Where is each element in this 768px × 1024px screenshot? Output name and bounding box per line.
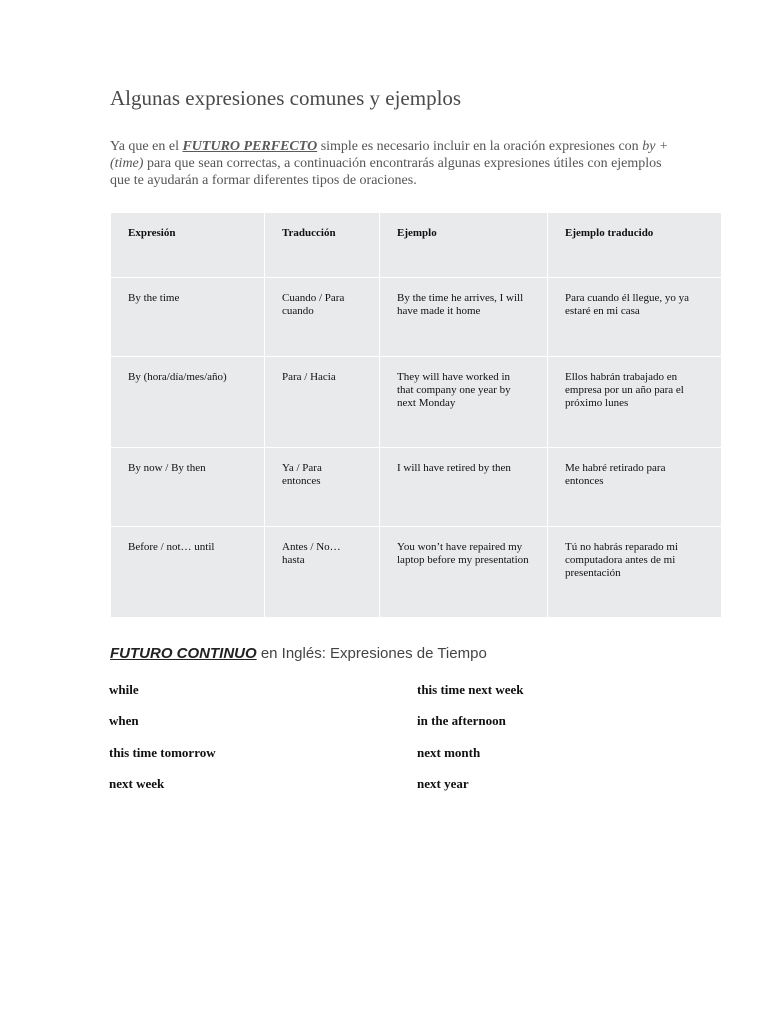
intro-text-2: simple es necesario incluir en la oración expresiones con (317, 139, 643, 154)
intro-paragraph (110, 138, 670, 189)
cell-traduccion: Antes / No… hasta (265, 527, 380, 618)
table-row (111, 448, 722, 527)
expression-item: this time tomorrow (109, 745, 216, 760)
cell-traduccion: Cuando / Para cuando (265, 278, 380, 357)
expression-item: next week (109, 776, 165, 791)
cell-expresion: By now / By then (111, 448, 265, 527)
intro-text-1: Ya que en el (110, 139, 183, 154)
futuro-perfecto-link[interactable]: FUTURO PERFECTO (182, 139, 318, 154)
cell-ejemplo: You won’t have repaired my laptop before my presentation (380, 527, 548, 618)
expressions-table (110, 212, 722, 618)
expression-item: while (109, 682, 139, 697)
cell-ejemplo: They will have worked in that company one year by next Monday (380, 357, 548, 448)
table-row (111, 278, 722, 357)
expression-item: next month (417, 745, 481, 760)
intro-text-3: para que sean correctas, a continuación encontrarás algunas expresiones útiles con ejemplos que te ayudarán a formar diferentes tipos de oraciones. (110, 156, 662, 188)
header-ejemplo-traducido: Ejemplo traducido (548, 213, 722, 278)
header-traduccion: Traducción (265, 213, 380, 278)
section-title-futuro-continuo (110, 645, 487, 662)
cell-traduccion: Para / Hacia (265, 357, 380, 448)
cell-ejemplo-traducido: Para cuando él llegue, yo ya estaré en mi casa (548, 278, 722, 357)
cell-expresion: By (hora/día/mes/año) (111, 357, 265, 448)
header-expresion: Expresión (111, 213, 265, 278)
cell-ejemplo-traducido: Me habré retirado para entonces (548, 448, 722, 527)
cell-expresion: Before / not… until (111, 527, 265, 618)
futuro-continuo-link[interactable]: FUTURO CONTINUO (110, 645, 257, 662)
section-title-rest: en Inglés: Expresiones de Tiempo (256, 645, 487, 662)
cell-traduccion: Ya / Para entonces (265, 448, 380, 527)
cell-ejemplo-traducido: Ellos habrán trabajado en empresa por un año para el próximo lunes (548, 357, 722, 448)
cell-ejemplo: I will have retired by then (380, 448, 548, 527)
table-row (111, 357, 722, 448)
page-title: Algunas expresiones comunes y ejemplos (110, 86, 462, 110)
header-ejemplo: Ejemplo (380, 213, 548, 278)
cell-ejemplo: By the time he arrives, I will have made it home (380, 278, 548, 357)
table-header-row (111, 213, 722, 278)
cell-ejemplo-traducido: Tú no habrás reparado mi computadora antes de mi presentación (548, 527, 722, 618)
cell-expresion: By the time (111, 278, 265, 357)
expression-item: when (109, 713, 139, 728)
expression-item: next year (417, 776, 469, 791)
expression-item: this time next week (417, 682, 524, 697)
table-row (111, 527, 722, 618)
expression-item: in the afternoon (417, 713, 506, 728)
by-time-formula: by + (time) (110, 139, 669, 171)
